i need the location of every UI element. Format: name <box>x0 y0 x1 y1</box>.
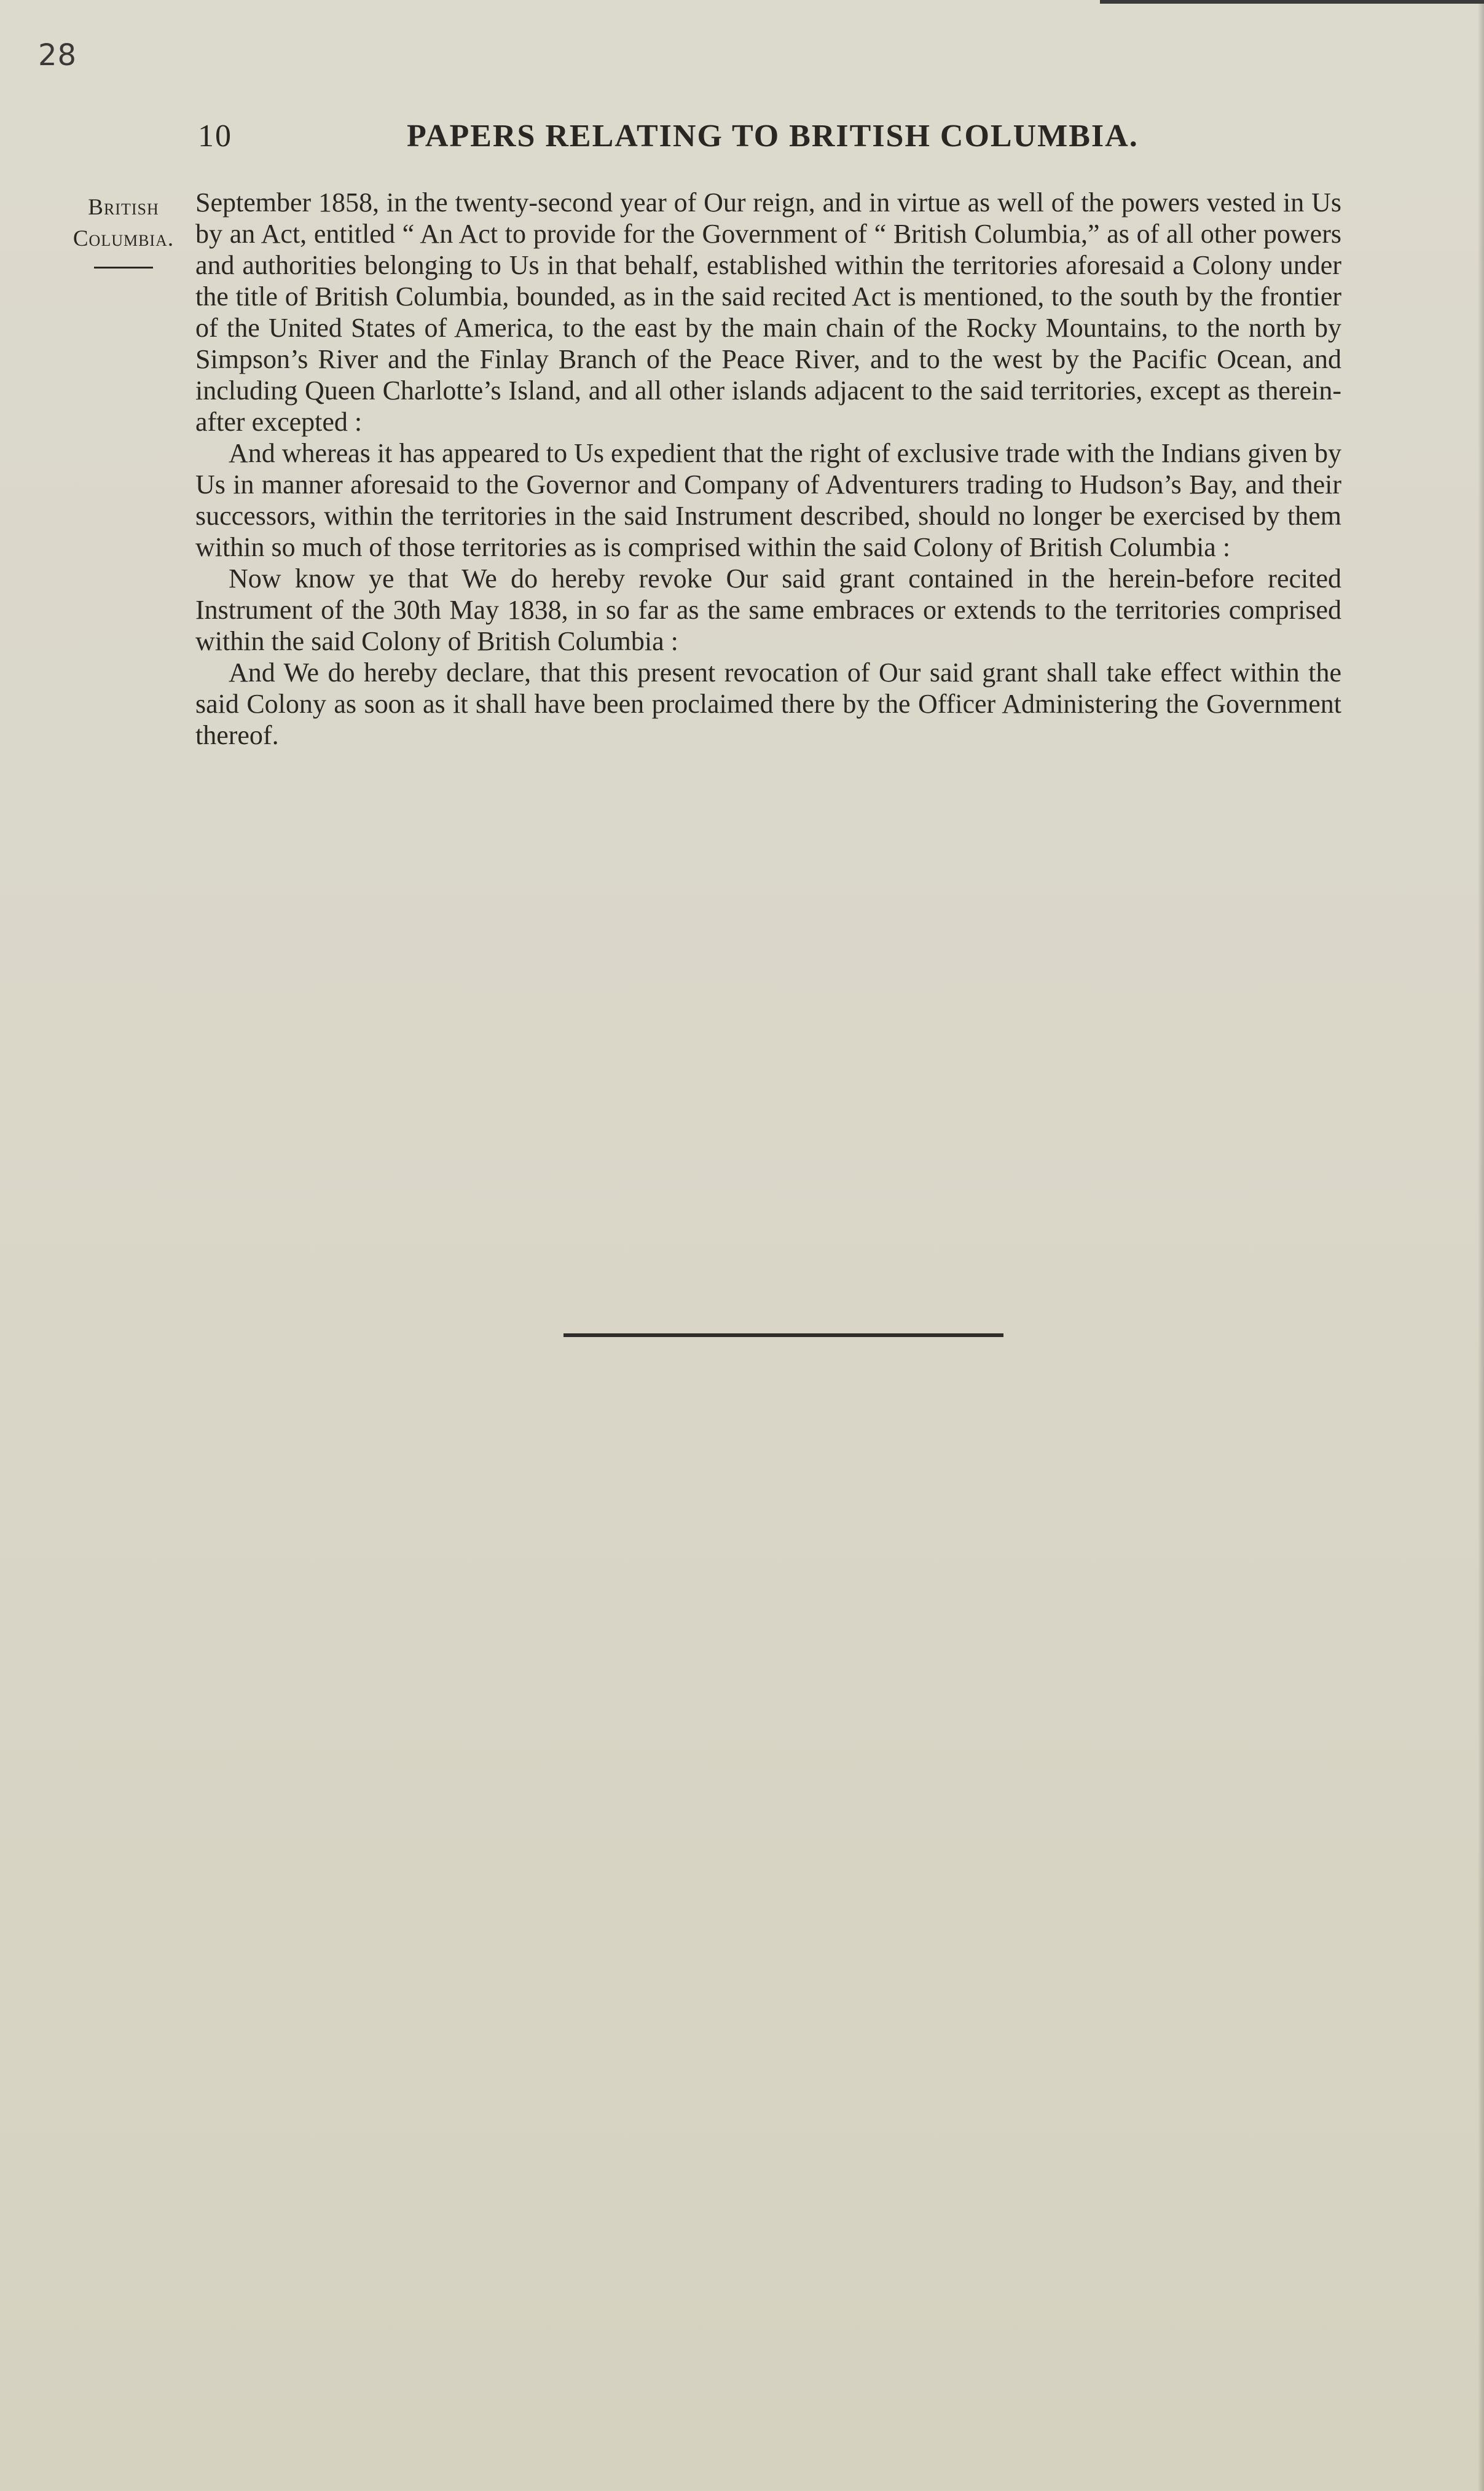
paragraph: Now know ye that We do hereby revoke Our said grant contained in the herein-before recited Instrument of the 30th May 1838, in so far as the same embraces or extends to the territories comprised within the said Colony of British Columbia : <box>195 563 1341 656</box>
paragraph: And whereas it has appeared to Us expedient that the right of exclusive trade with the Indians given by Us in manner aforesaid to the Governor and Company of Adventurers trading to Hudson’s Bay, and their successors, within the territories in the said Instrument described, should no longer be exercised by them within so much of those territories as is comprised within the said Colony of British Columbia : <box>195 438 1341 562</box>
body-text <box>195 187 1341 751</box>
paragraph: And We do hereby declare, that this present revocation of Our said grant shall take effect within the said Colony as soon as it shall have been proclaimed there by the Officer Administering the Government thereof. <box>195 657 1341 750</box>
running-title: PAPERS RELATING TO BRITISH COLUMBIA. <box>407 119 1139 154</box>
marginal-note <box>53 192 194 269</box>
sheet-number: 28 <box>38 38 77 73</box>
scan-right-edge <box>1478 0 1484 2491</box>
scan-top-edge <box>1100 0 1484 4</box>
section-rule <box>563 1333 1003 1337</box>
paragraph: September 1858, in the twenty-second year of Our reign, and in virtue as well of the powers vested in Us by an Act, entitled “ An Act to provide for the Government of “ British Columbia,” as of all other powers and authorities belonging to Us in that behalf, established within the territories aforesaid a Colony under the title of British Columbia, bounded, as in the said recited Act is mentioned, to the south by the frontier of the United States of America, to the east by the main chain of the Rocky Mountains, to the north by Simpson’s River and the Finlay Branch of the Peace River, and to the west by the Pacific Ocean, and including Queen Charlotte’s Island, and all other islands adjacent to the said territories, except as therein-after excepted : <box>195 187 1341 437</box>
running-head <box>198 118 1341 161</box>
page-number: 10 <box>198 119 232 154</box>
marginal-note-line1: British <box>88 195 159 220</box>
marginal-dash <box>94 267 153 269</box>
marginal-note-line2: Columbia. <box>73 226 175 251</box>
